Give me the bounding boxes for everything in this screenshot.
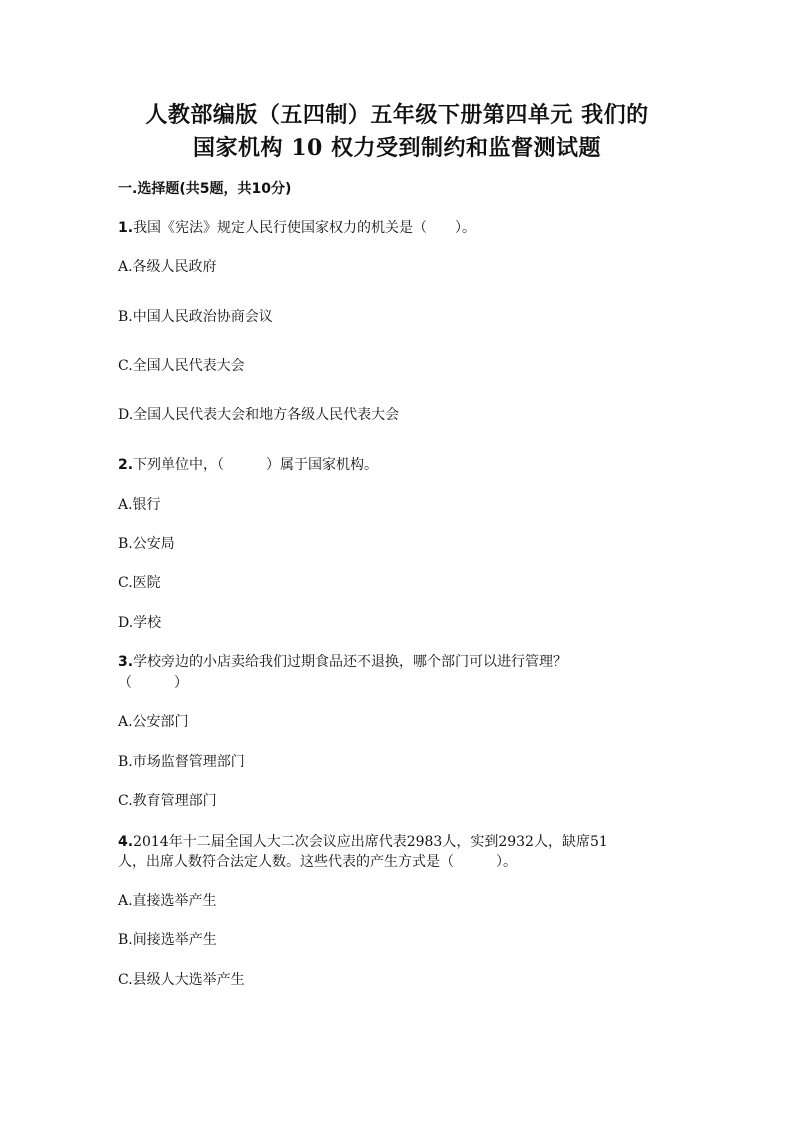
question-3-option-a: A.公安部门 (118, 714, 189, 730)
question-number: 3. (118, 654, 134, 670)
question-3-option-c: C.教育管理部门 (118, 793, 217, 809)
question-number: 2. (118, 457, 134, 473)
question-2-option-b: B.公安局 (118, 536, 175, 552)
question-stem-line-1: 学校旁边的小店卖给我们过期食品还不退换，哪个部门可以进行管理？ (133, 654, 568, 670)
document-title-line-1: 人教部编版（五四制）五年级下册第四单元 我们的 (145, 102, 649, 128)
section-heading: 一.选择题(共5题，共10分) (118, 181, 292, 197)
question-1-option-d: D.全国人民代表大会和地方各级人民代表大会 (118, 407, 400, 423)
question-number: 1. (118, 220, 134, 236)
question-stem: 我国《宪法》规定人民行使国家权力的机关是（ ）。 (133, 220, 477, 236)
question-1-option-b: B.中国人民政治协商会议 (118, 309, 273, 325)
question-3 (118, 652, 678, 672)
document-title-line-2: 国家机构 10 权力受到制约和监督测试题 (193, 135, 601, 161)
question-1 (118, 218, 678, 238)
question-2 (118, 455, 678, 475)
question-number: 4. (118, 834, 134, 850)
question-4-option-c: C.县级人大选举产生 (118, 972, 245, 988)
question-3-option-b: B.市场监督管理部门 (118, 754, 245, 770)
question-3-stem-line-2: （ ） (118, 675, 188, 691)
question-4-option-a: A.直接选举产生 (118, 893, 217, 909)
question-4-option-b: B.间接选举产生 (118, 932, 217, 948)
question-1-option-c: C.全国人民代表大会 (118, 358, 245, 374)
question-4-stem-line-2: 人，出席人数符合法定人数。这些代表的产生方式是（ ）。 (118, 854, 517, 870)
question-stem-line-1: 2014年十二届全国人大二次会议应出席代表2983人，实到2932人，缺席51 (133, 834, 608, 850)
question-2-option-c: C.医院 (118, 575, 161, 591)
question-2-option-d: D.学校 (118, 615, 162, 631)
question-4 (118, 832, 678, 852)
question-2-option-a: A.银行 (118, 497, 161, 513)
question-1-option-a: A.各级人民政府 (118, 259, 217, 275)
question-stem: 下列单位中，（ ）属于国家机构。 (133, 457, 379, 473)
